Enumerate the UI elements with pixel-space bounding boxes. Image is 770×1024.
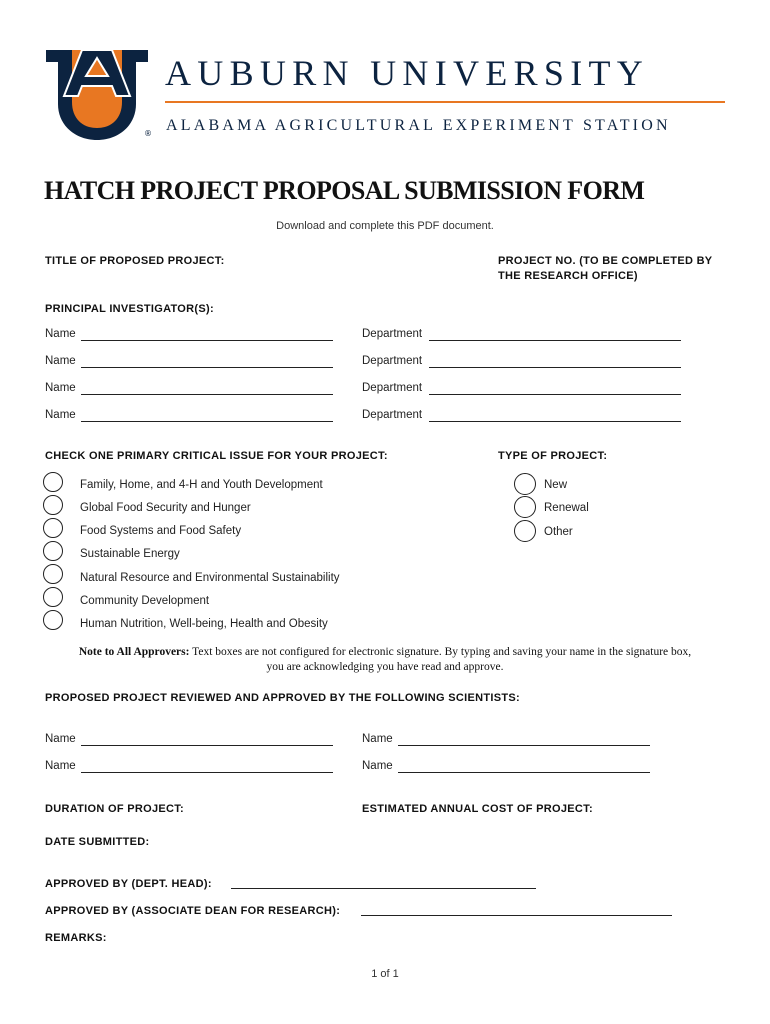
reviewer-name-field[interactable] (398, 745, 650, 746)
project-type-option: New (544, 479, 568, 491)
pi-name-label: Name (45, 382, 76, 394)
critical-issue-radio[interactable] (43, 564, 63, 584)
critical-issue-radio[interactable] (43, 610, 63, 630)
reviewers-label: PROPOSED PROJECT REVIEWED AND APPROVED BY THE FOLLOWING SCIENTISTS: (45, 692, 521, 704)
duration-label: DURATION OF PROJECT: (45, 803, 185, 815)
critical-issue-option: Food Systems and Food Safety (80, 525, 242, 537)
critical-issue-option: Sustainable Energy (80, 548, 180, 560)
project-number-label-line2: THE RESEARCH OFFICE) (498, 270, 638, 282)
pi-name-label: Name (45, 328, 76, 340)
pi-name-field[interactable] (81, 367, 333, 368)
form-title: HATCH PROJECT PROPOSAL SUBMISSION FORM (44, 176, 645, 205)
pi-department-label: Department (362, 409, 423, 421)
pi-department-field[interactable] (429, 394, 681, 395)
pi-department-field[interactable] (429, 340, 681, 341)
reviewer-name-field[interactable] (81, 745, 333, 746)
project-type-radio-renewal[interactable] (514, 496, 536, 518)
reviewer-name-label: Name (45, 760, 76, 772)
approver-note-text-line2: you are acknowledging you have read and approve. (266, 661, 504, 673)
project-type-label: TYPE OF PROJECT: (498, 450, 608, 462)
auburn-au-logo (42, 44, 152, 140)
cost-label: ESTIMATED ANNUAL COST OF PROJECT: (362, 803, 593, 815)
critical-issue-option: Community Development (80, 595, 210, 607)
approved-associate-dean-field[interactable] (361, 915, 672, 916)
page-number: 1 of 1 (371, 968, 399, 980)
pi-department-field[interactable] (429, 367, 681, 368)
university-name: AUBURN UNIVERSITY (165, 53, 650, 93)
approver-note (40, 645, 730, 675)
reviewer-name-label: Name (362, 733, 393, 745)
form-subtitle: Download and complete this PDF document. (276, 220, 494, 232)
reviewer-name-field[interactable] (398, 772, 650, 773)
critical-issue-radio[interactable] (43, 541, 63, 561)
critical-issue-label: CHECK ONE PRIMARY CRITICAL ISSUE FOR YOUR PROJECT: (45, 450, 388, 462)
reviewer-name-label: Name (45, 733, 76, 745)
pi-department-label: Department (362, 382, 423, 394)
project-type-option: Other (544, 526, 573, 538)
approved-associate-dean-label: APPROVED BY (ASSOCIATE DEAN FOR RESEARCH): (45, 905, 341, 917)
date-submitted-label: DATE SUBMITTED: (45, 836, 150, 848)
approved-dept-head-field[interactable] (231, 888, 536, 889)
pi-name-label: Name (45, 409, 76, 421)
critical-issue-radio[interactable] (43, 495, 63, 515)
station-name: ALABAMA AGRICULTURAL EXPERIMENT STATION (166, 117, 671, 134)
approved-dept-head-label: APPROVED BY (DEPT. HEAD): (45, 878, 212, 890)
approver-note-bold: Note to All Approvers: (78, 646, 190, 658)
pi-department-field[interactable] (429, 421, 681, 422)
critical-issue-radio[interactable] (43, 518, 63, 538)
pi-section-label: PRINCIPAL INVESTIGATOR(S): (45, 303, 214, 315)
critical-issue-option: Human Nutrition, Well-being, Health and Obesity (80, 618, 328, 630)
reviewer-name-field[interactable] (81, 772, 333, 773)
project-type-radio-new[interactable] (514, 473, 536, 495)
remarks-label: REMARKS: (45, 932, 107, 944)
project-type-option: Renewal (544, 502, 589, 514)
svg-text:®: ® (144, 129, 152, 138)
critical-issue-option: Natural Resource and Environmental Sustainability (80, 572, 340, 584)
project-type-radio-other[interactable] (514, 520, 536, 542)
pi-name-label: Name (45, 355, 76, 367)
project-number-label-line1: PROJECT NO. (TO BE COMPLETED BY (498, 255, 713, 267)
project-title-label: TITLE OF PROPOSED PROJECT: (45, 255, 225, 267)
pi-department-label: Department (362, 355, 423, 367)
critical-issue-option: Family, Home, and 4-H and Youth Development (80, 479, 323, 491)
pi-name-field[interactable] (81, 340, 333, 341)
pi-name-field[interactable] (81, 421, 333, 422)
pi-department-label: Department (362, 328, 423, 340)
critical-issue-radio[interactable] (43, 472, 63, 492)
critical-issue-radio[interactable] (43, 587, 63, 607)
reviewer-name-label: Name (362, 760, 393, 772)
critical-issue-option: Global Food Security and Hunger (80, 502, 251, 514)
project-title-input[interactable] (45, 270, 475, 296)
header-divider (165, 101, 725, 103)
approver-note-text: Text boxes are not configured for electronic signature. By typing and saving your name in the signature box, (189, 646, 692, 658)
pi-name-field[interactable] (81, 394, 333, 395)
